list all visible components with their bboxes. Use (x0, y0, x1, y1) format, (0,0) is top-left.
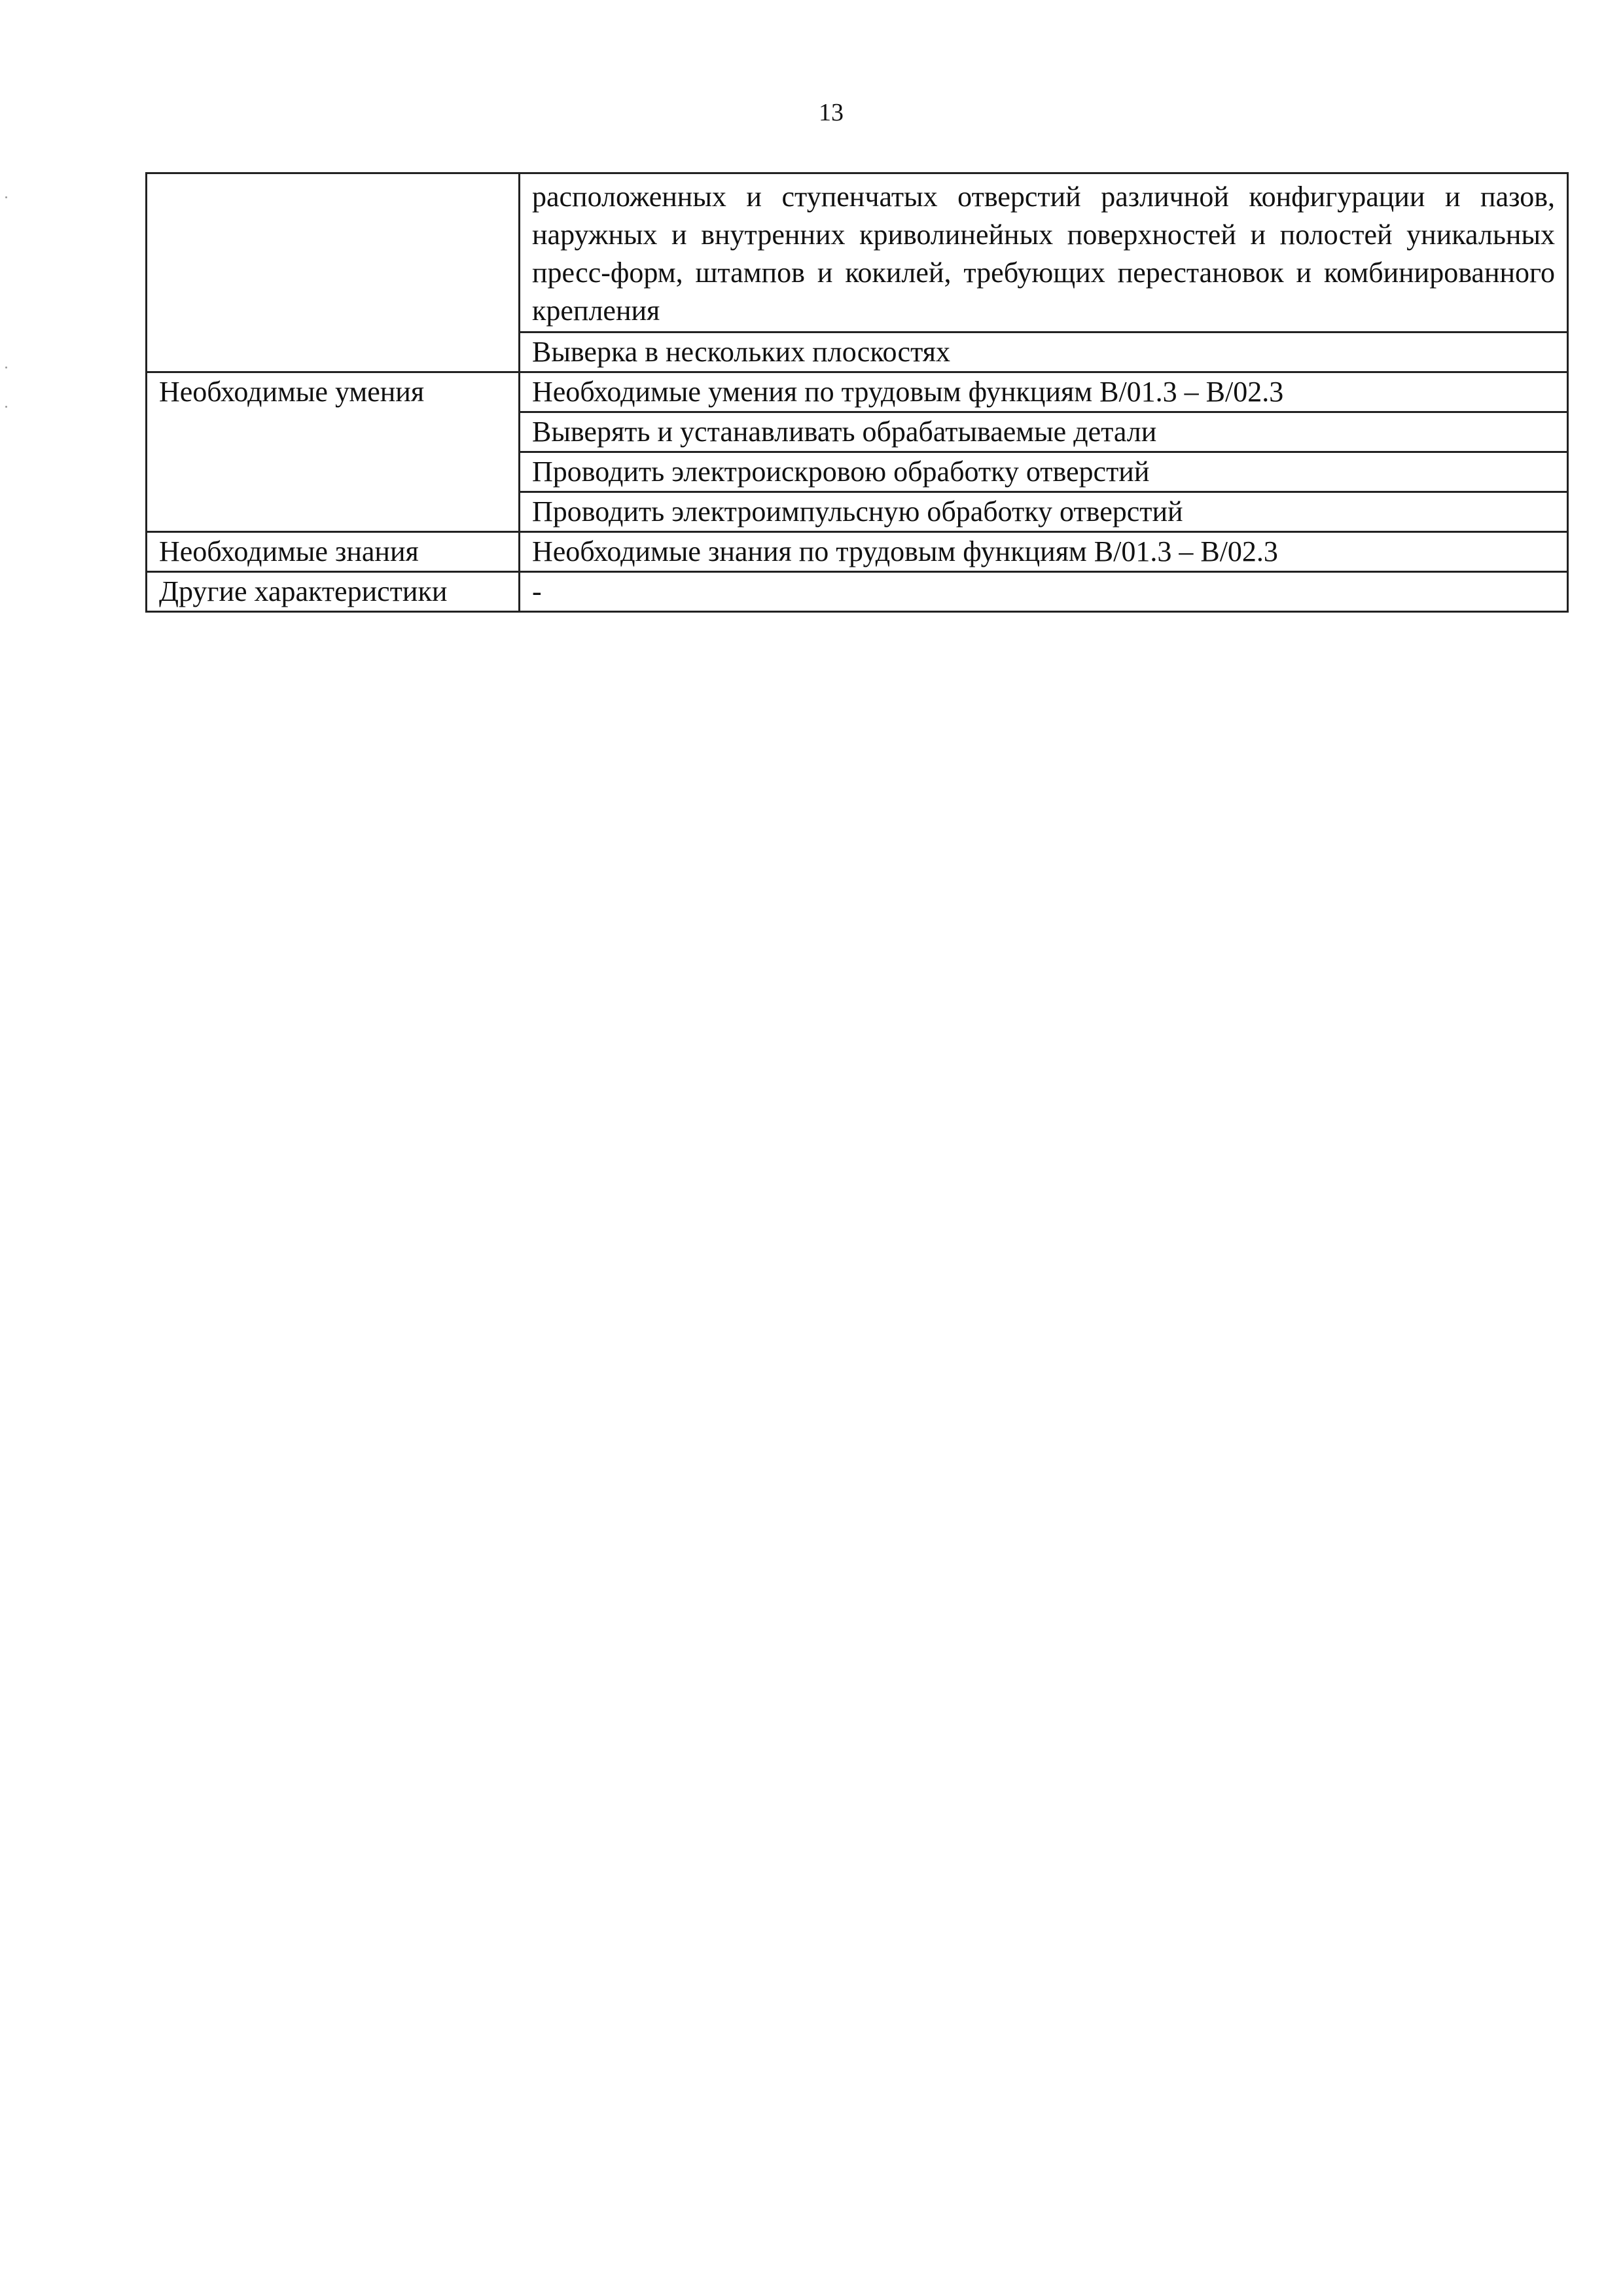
row-label (147, 173, 520, 372)
table-row (147, 572, 1568, 612)
row-label-knowledge: Необходимые знания (147, 532, 520, 572)
row-label-other: Другие характеристики (147, 572, 520, 612)
row-value: Выверка в нескольких плоскостях (520, 332, 1568, 372)
table-row (147, 532, 1568, 572)
row-value: - (520, 572, 1568, 612)
table-row (147, 372, 1568, 412)
row-label-skills: Необходимые умения (147, 372, 520, 532)
row-value: Необходимые знания по трудовым функциям B/01.3 – B/02.3 (520, 532, 1568, 572)
scan-margin-marks (5, 196, 8, 412)
characteristics-table (145, 172, 1569, 613)
row-value: Проводить электроискровою обработку отверстий (520, 452, 1568, 492)
row-value: Проводить электроимпульсную обработку отверстий (520, 492, 1568, 532)
page-number: 13 (819, 99, 844, 126)
table-row (147, 173, 1568, 332)
row-value: Необходимые умения по трудовым функциям B/01.3 – B/02.3 (520, 372, 1568, 412)
row-value: Выверять и устанавливать обрабатываемые детали (520, 412, 1568, 452)
row-value: расположенных и ступенчатых отверстий различной конфигурации и пазов, наружных и внутренних криволинейных поверхностей и полостей уникальных пресс-форм, штампов и кокилей, требующих перестановок и комбинированного крепления (520, 173, 1568, 332)
